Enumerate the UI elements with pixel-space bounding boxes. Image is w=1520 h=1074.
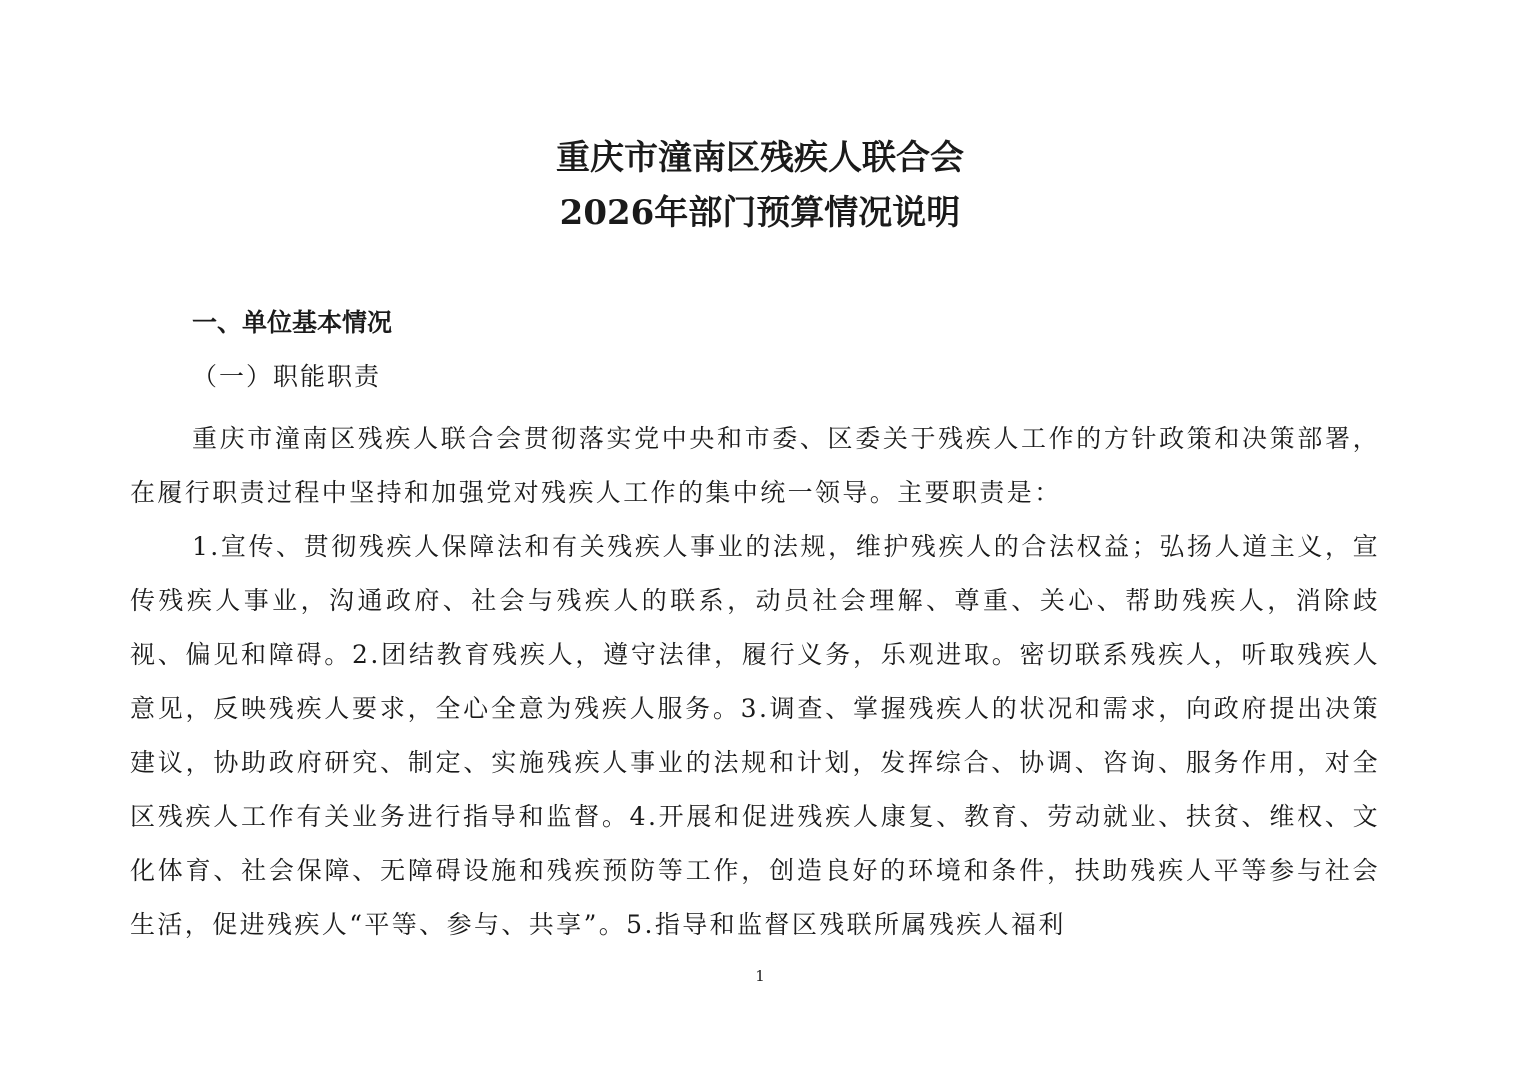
section-heading: 一、单位基本情况 [192, 308, 393, 337]
document-title-line2: 2026年部门预算情况说明 [559, 193, 961, 233]
body-text [130, 412, 1380, 952]
subsection-heading: （一）职能职责 [192, 362, 382, 391]
page-number: 1 [755, 967, 765, 985]
paragraph: 重庆市潼南区残疾人联合会贯彻落实党中央和市委、区委关于残疾人工作的方针政策和决策部署，在履行职责过程中坚持和加强党对残疾人工作的集中统一领导。主要职责是： [130, 424, 1380, 507]
document-title-line1: 重庆市潼南区残疾人联合会 [556, 138, 964, 178]
paragraph: 1.宣传、贯彻残疾人保障法和有关残疾人事业的法规，维护残疾人的合法权益；弘扬人道主义，宣传残疾人事业，沟通政府、社会与残疾人的联系，动员社会理解、尊重、关心、帮助残疾人，消除歧视、偏见和障碍。2.团结教育残疾人，遵守法律，履行义务，乐观进取。密切联系残疾人，听取残疾人意见，反映残疾人要求，全心全意为残疾人服务。3.调查、掌握残疾人的状况和需求，向政府提出决策建议，协助政府研究、制定、实施残疾人事业的法规和计划，发挥综合、协调、咨询、服务作用，对全区残疾人工作有关业务进行指导和监督。4.开展和促进残疾人康复、教育、劳动就业、扶贫、维权、文化体育、社会保障、无障碍设施和残疾预防等工作，创造良好的环境和条件，扶助残疾人平等参与社会生活，促进残疾人“平等、参与、共享”。5.指导和监督区残联所属残疾人福利 [130, 532, 1380, 939]
